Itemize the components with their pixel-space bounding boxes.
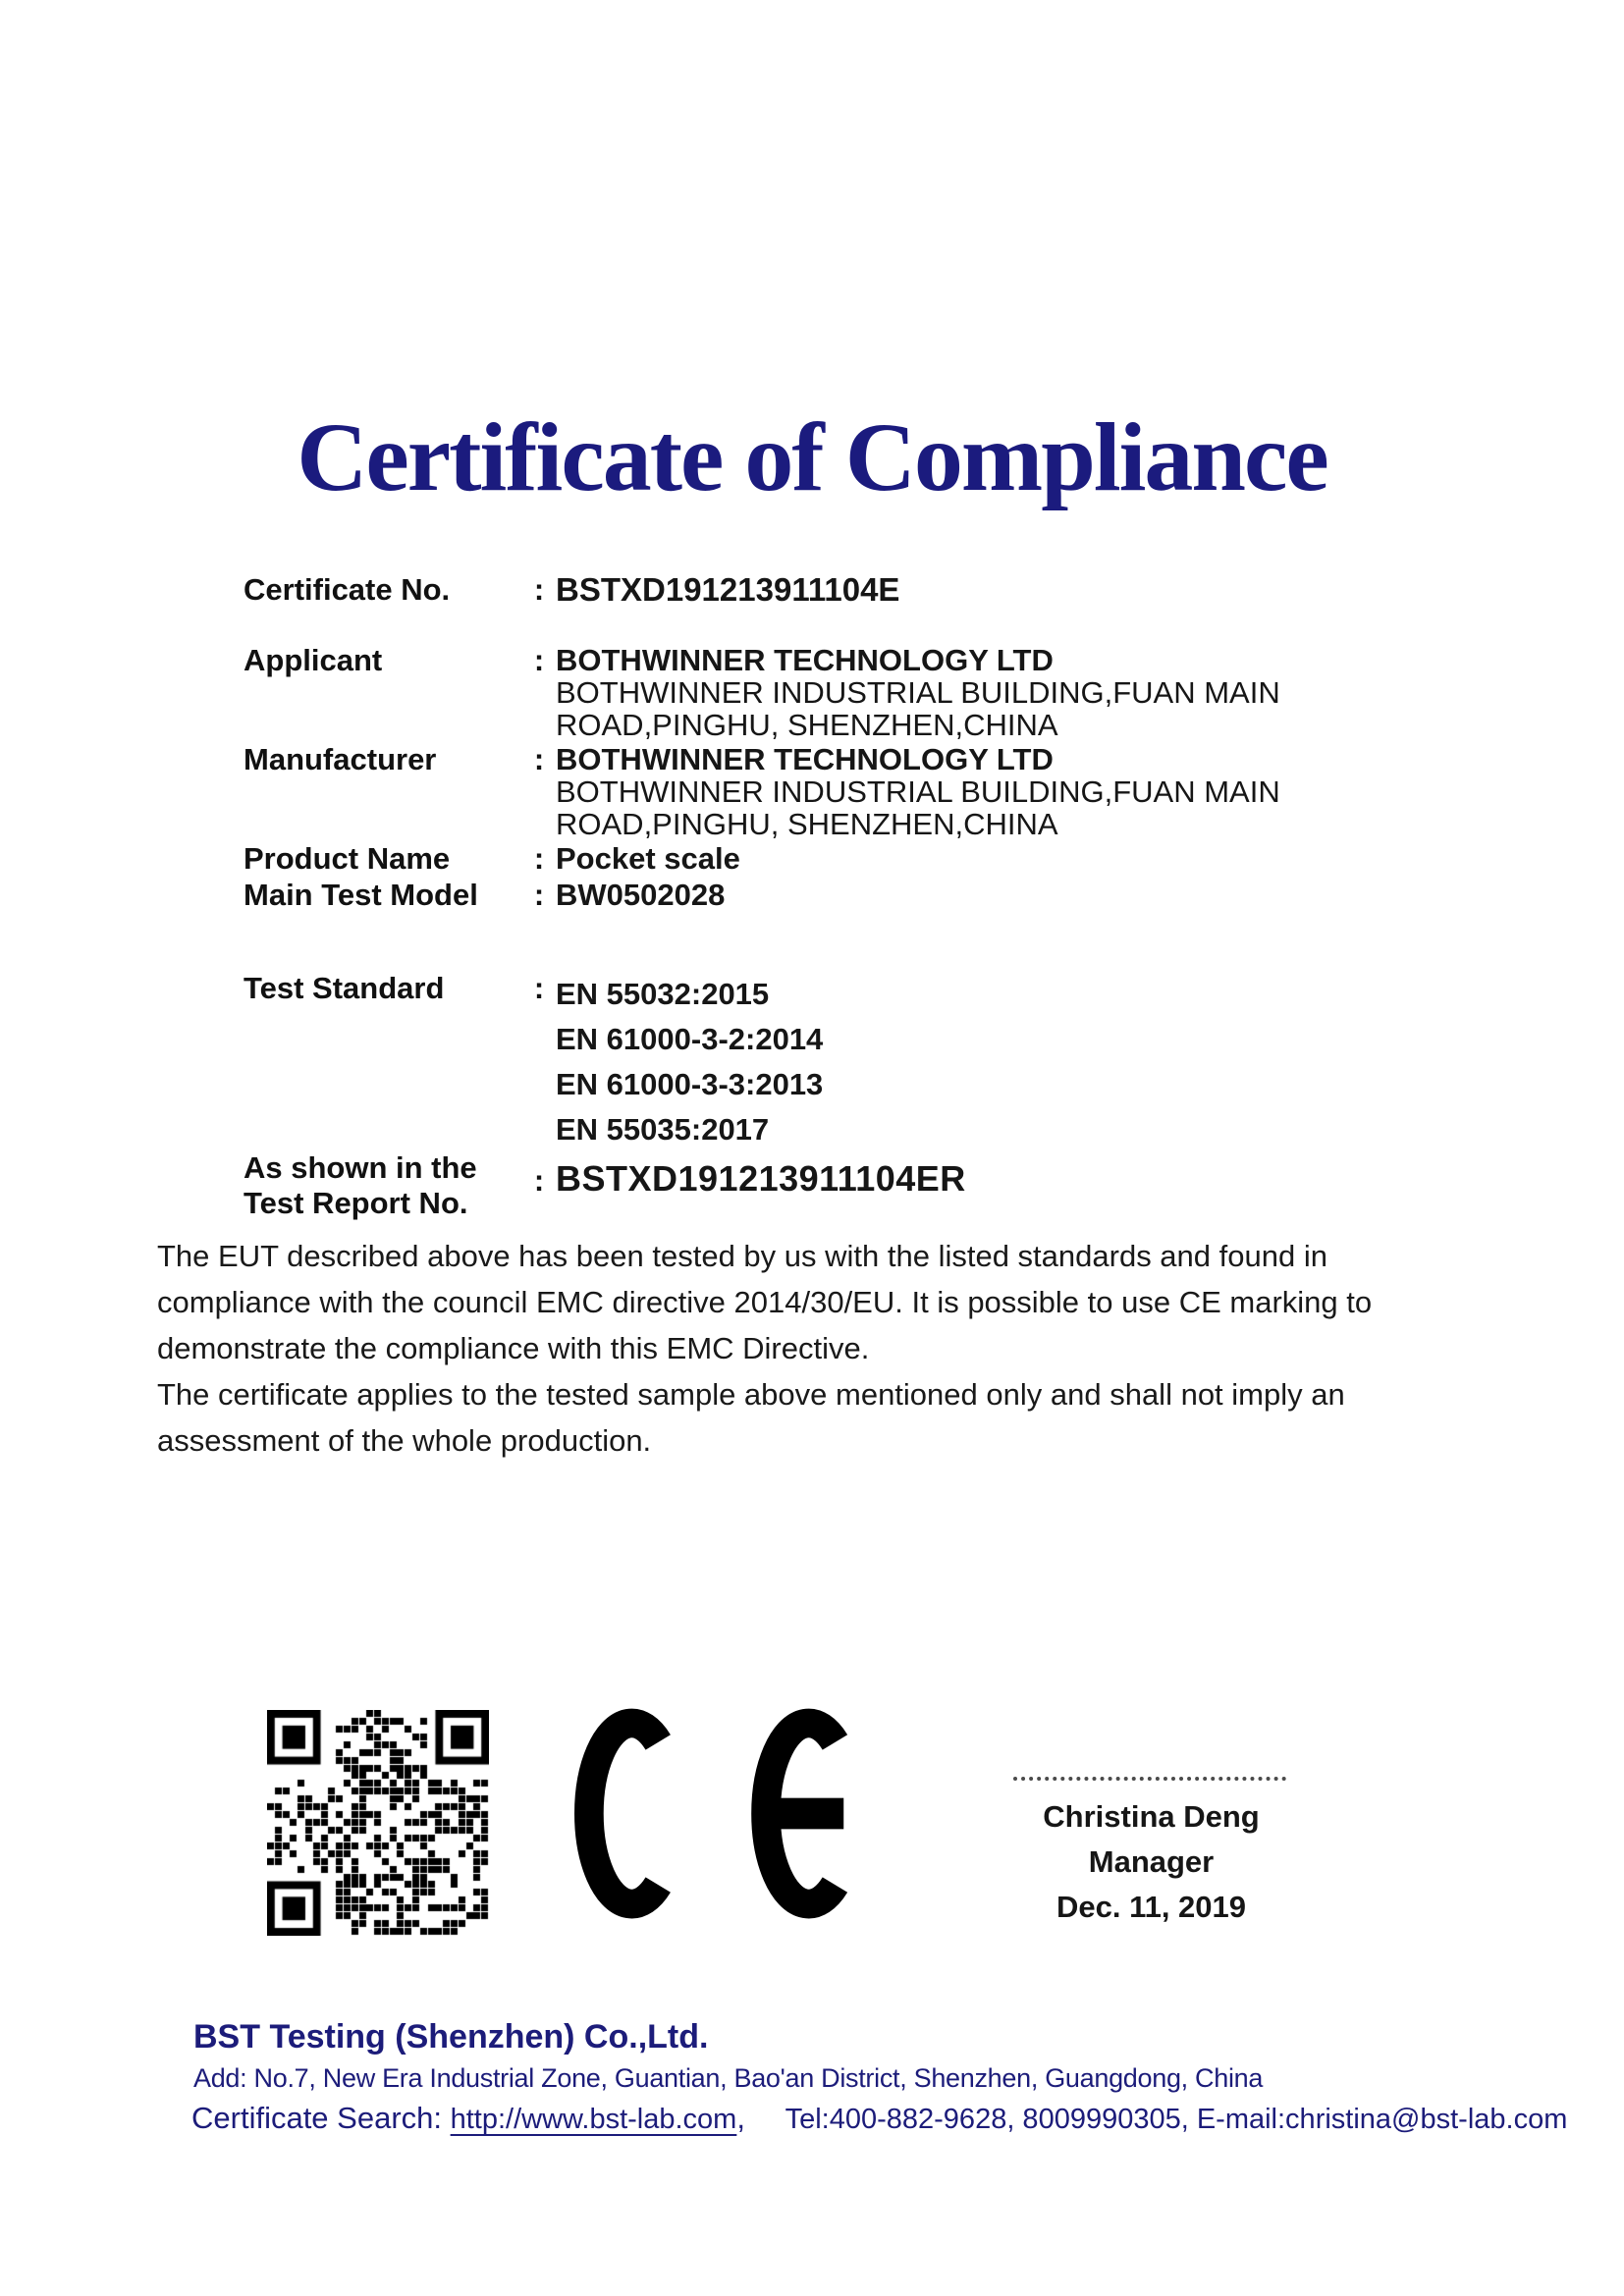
applicant-name: BOTHWINNER TECHNOLOGY LTD (556, 643, 1054, 677)
applicant-label: Applicant (244, 643, 383, 677)
manufacturer-address-line-2: ROAD,PINGHU, SHENZHEN,CHINA (556, 807, 1058, 841)
signature-date: Dec. 11, 2019 (1056, 1890, 1247, 1924)
row-test-report-no (244, 1150, 966, 1221)
test-standard-value (556, 972, 823, 1152)
manufacturer-label: Manufacturer (244, 742, 437, 776)
test-standard-item: EN 61000-3-2:2014 (556, 1022, 824, 1056)
test-report-label-line-2: Test Report No. (244, 1186, 468, 1220)
product-name-label: Product Name (244, 841, 451, 876)
test-standard-item: EN 61000-3-3:2013 (556, 1067, 824, 1101)
manufacturer-address-line-1: BOTHWINNER INDUSTRIAL BUILDING,FUAN MAIN (556, 774, 1280, 809)
ce-mark-icon (574, 1708, 866, 1921)
product-name-value: Pocket scale (556, 841, 740, 876)
search-suffix: , (736, 2101, 745, 2135)
statement-text (157, 1233, 1434, 1464)
footer-company-name: BST Testing (Shenzhen) Co.,Ltd. (193, 2018, 709, 2056)
signatory-title: Manager (1088, 1844, 1215, 1879)
signature-block (987, 1794, 1316, 1930)
certificate-search-label: Certificate Search: (191, 2101, 442, 2135)
main-test-model-label: Main Test Model (244, 878, 478, 912)
row-main-test-model (244, 879, 725, 911)
colon: : (533, 572, 545, 607)
certificate-title: Certificate of Compliance (297, 402, 1327, 511)
row-certificate-no (244, 573, 899, 606)
certificate-no-value: BSTXD191213911104E (556, 571, 900, 608)
certificate-no-label: Certificate No. (244, 572, 451, 607)
row-product-name (244, 842, 740, 875)
statement-paragraph-1: The EUT described above has been tested by us with the listed standards and found in compliance with the council EMC directive 2014/30/EU. It is possible to use CE marking to demonstrate the compliance with this EMC Directive. (157, 1239, 1373, 1365)
applicant-value (556, 644, 1280, 741)
statement-paragraph-2: The certificate applies to the tested sample above mentioned only and shall not imply an assessment of the whole production. (157, 1377, 1345, 1458)
test-report-label (244, 1150, 522, 1221)
colon: : (533, 841, 545, 876)
test-report-value: BSTXD191213911104ER (556, 1158, 966, 1199)
row-manufacturer (244, 743, 1280, 840)
test-standard-item: EN 55035:2017 (556, 1112, 770, 1147)
colon: : (533, 971, 545, 1005)
footer-address: Add: No.7, New Era Industrial Zone, Guantian, Bao'an District, Shenzhen, Guangdong, China (193, 2063, 1264, 2093)
test-standard-item: EN 55032:2015 (556, 977, 770, 1011)
applicant-address-line-1: BOTHWINNER INDUSTRIAL BUILDING,FUAN MAIN (556, 675, 1280, 710)
applicant-address-line-2: ROAD,PINGHU, SHENZHEN,CHINA (556, 708, 1058, 742)
main-test-model-value: BW0502028 (556, 878, 726, 912)
colon: : (533, 1163, 545, 1198)
colon: : (533, 742, 545, 776)
colon: : (533, 643, 545, 677)
row-test-standard (244, 972, 823, 1152)
qr-code (267, 1710, 489, 1936)
signatory-name: Christina Deng (1043, 1799, 1260, 1834)
footer-contact: Tel:400-882-9628, 8009990305, E-mail:christina@bst-lab.com (785, 2104, 1568, 2135)
certificate-search-link[interactable]: http://www.bst-lab.com (450, 2104, 737, 2135)
manufacturer-name: BOTHWINNER TECHNOLOGY LTD (556, 742, 1054, 776)
signature-dotted-line (1013, 1777, 1286, 1781)
row-applicant (244, 644, 1280, 741)
colon: : (533, 878, 545, 912)
footer-search-line (191, 2101, 1567, 2136)
test-report-label-line-1: As shown in the (244, 1150, 477, 1185)
manufacturer-value (556, 743, 1280, 840)
test-standard-label: Test Standard (244, 971, 445, 1005)
